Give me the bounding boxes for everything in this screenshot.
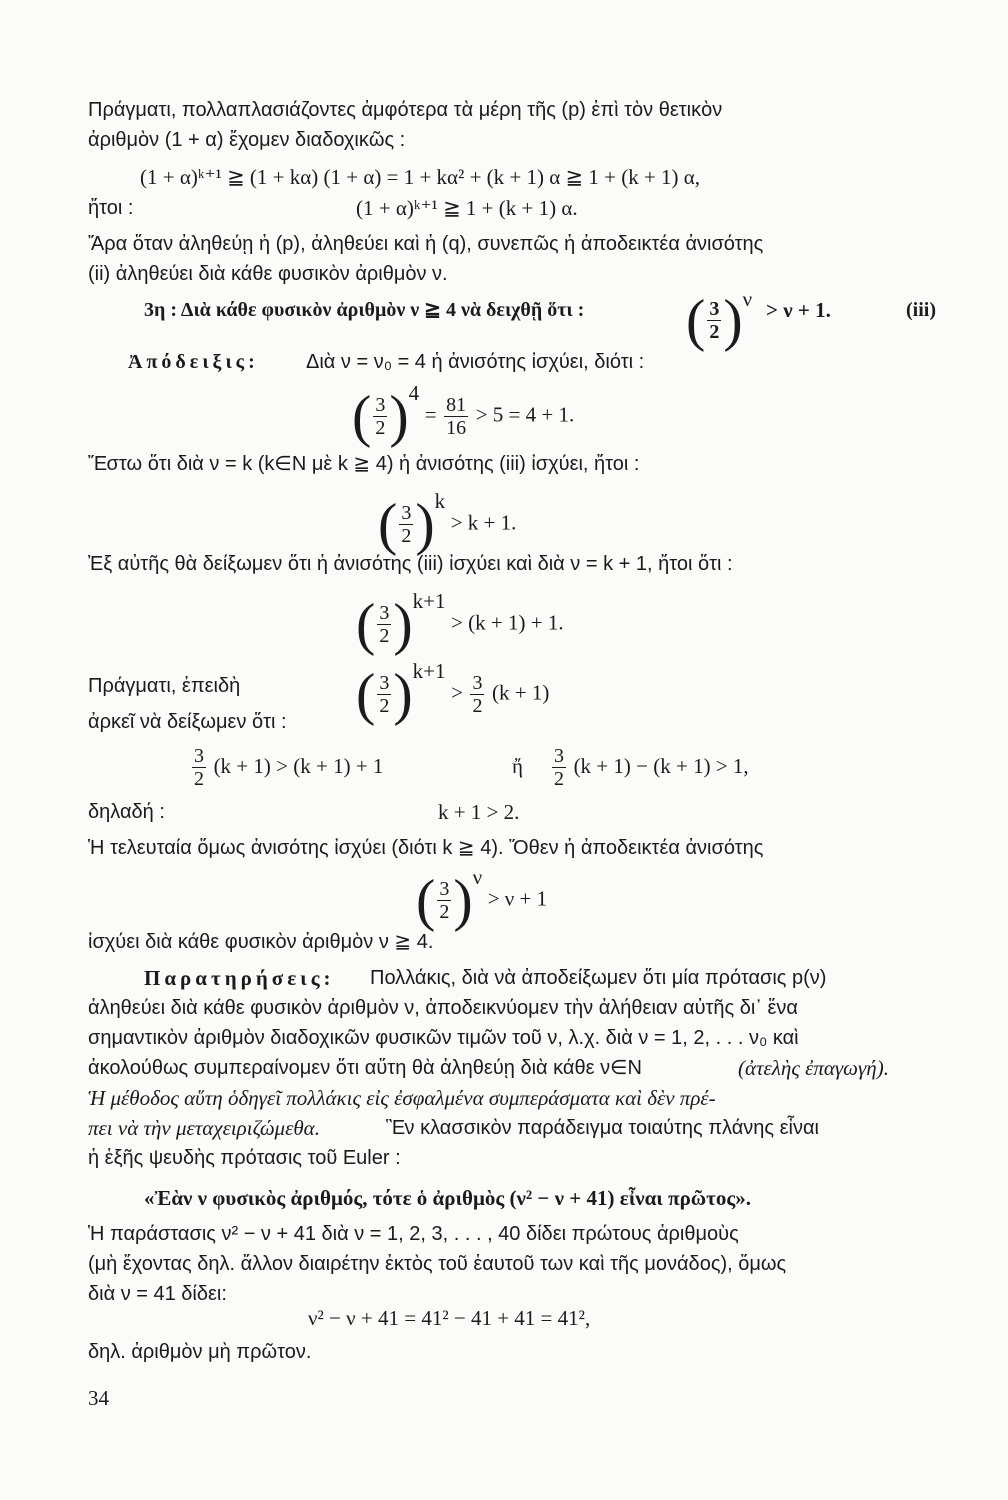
equation-part: (k + 1) > (k + 1) + 1 [213, 754, 384, 778]
italic-phrase: (ἀτελὴς ἐπαγωγή). [738, 1056, 889, 1080]
text-line: Διὰ ν = ν₀ = 4 ἡ ἀνισότης ἰσχύει, διότι : [306, 351, 645, 373]
denominator: 2 [401, 524, 412, 547]
text-line: Πράγματι, ἐπειδὴ [88, 675, 241, 697]
fraction-power: ( $\frac{3}{2}$ )$^\nu$ > ν + 1 [416, 865, 548, 933]
inequality-line [550, 740, 749, 793]
text-line: ἡ ἑξῆς ψευδὴς πρότασις τοῦ Euler : [88, 1147, 401, 1169]
text-line: Πράγματι, πολλαπλασιάζοντες ἀμφότερα τὰ μέρη τῆς (p) ἐπὶ τὸν θετικὸν [88, 99, 723, 121]
text-line: ἀκολούθως συμπεραίνομεν ὅτι αὕτη θὰ ἀληθεύῃ διὰ κάθε ν∈N [88, 1057, 642, 1079]
text-line: Πολλάκις, διὰ νὰ ἀποδείξωμεν ὅτι μία πρότασις p(ν) [370, 967, 827, 989]
equation-label: (iii) [906, 299, 936, 321]
equation-line: k + 1 > 2. [438, 800, 520, 824]
text-line: σημαντικὸν ἀριθμὸν διαδοχικῶν φυσικῶν τιμῶν τοῦ ν, λ.χ. διὰ ν = 1, 2, . . . ν₀ καὶ [88, 1027, 799, 1049]
text-line: Ἡ παράστασις ν² − ν + 41 διὰ ν = 1, 2, 3, . . . , 40 δίδει πρώτους ἀριθμοὺς [88, 1223, 739, 1245]
inequality-line [190, 740, 383, 793]
text-line: δηλαδή : [88, 801, 165, 823]
denominator: 2 [194, 768, 204, 791]
proposition-heading: 3η : Διὰ κάθε φυσικὸν ἀριθμὸν ν ≧ 4 νὰ δειχθῇ ὅτι : [144, 299, 585, 321]
denominator: 2 [472, 694, 483, 717]
euler-proposition: «Ἐὰν ν φυσικὸς ἀριθμός, τότε ὁ ἀριθμὸς (ν² − ν + 41) εἶναι πρῶτος». [144, 1186, 751, 1210]
equation-part: > k + 1. [450, 510, 517, 535]
page-number: 34 [88, 1386, 109, 1410]
text-line: (μὴ ἔχοντας δηλ. ἄλλον διαιρέτην ἐκτὸς τοῦ ἑαυτοῦ των καὶ τῆς μονάδος), ὅμως [88, 1253, 787, 1275]
text-line: ἀρκεῖ νὰ δείξωμεν ὅτι : [88, 711, 287, 733]
exponent: 4 [408, 381, 420, 405]
equation-part: > 5 = 4 + 1. [475, 402, 575, 427]
denominator: 2 [554, 768, 564, 791]
denominator: 2 [379, 624, 390, 647]
numerator: 3 [709, 297, 720, 320]
exponent: ν [472, 865, 483, 889]
text-line: Ἄρα ὅταν ἀληθεύῃ ἡ (p), ἀληθεύει καὶ ἡ (q), συνεπῶς ἡ ἀποδεικτέα ἀνισότης [88, 233, 764, 255]
equation-part: (k + 1) − (k + 1) > 1, [573, 754, 749, 778]
fraction-power: ( $\frac{3}{2}$ )$^{k+1}$ > (k + 1) + 1. [356, 589, 564, 657]
text-line: Ἔστω ὅτι διὰ ν = k (k∈N μὲ k ≧ 4) ἡ ἀνισότης (iii) ἰσχύει, ἤτοι : [88, 453, 640, 475]
denominator: 16 [446, 416, 467, 439]
numerator: 3 [379, 601, 390, 624]
text-line: ἰσχύει διὰ κάθε φυσικὸν ἀριθμὸν ν ≧ 4. [88, 931, 434, 953]
exponent: ν [742, 287, 753, 311]
fraction-power: ( $\frac{3}{2}$ )$^k$ > k + 1. [378, 489, 517, 557]
text-line: ἤτοι : [88, 197, 134, 219]
numerator: 3 [401, 501, 412, 524]
equation-part: > ν + 1. [766, 298, 831, 322]
text-line: (ii) ἀληθεύει διὰ κάθε φυσικὸν ἀριθμὸν ν. [88, 263, 448, 285]
exponent: k+1 [412, 659, 446, 683]
denominator: 2 [375, 416, 386, 439]
fraction-power: ( $\frac{3}{2}$ )$^\nu$ [686, 287, 753, 353]
denominator: 2 [439, 900, 450, 923]
numerator: 81 [446, 393, 467, 416]
italic-line: Ἡ μέθοδος αὕτη ὁδηγεῖ πολλάκις εἰς ἐσφαλμένα συμπεράσματα καὶ δὲν πρέ- [88, 1086, 716, 1110]
text-line: διὰ ν = 41 δίδει: [88, 1283, 227, 1305]
exponent: k [434, 489, 446, 513]
text-line: ἀληθεύει διὰ κάθε φυσικὸν ἀριθμὸν ν, ἀποδεικνύομεν τὴν ἀλήθειαν αὐτῆς δι᾽ ἕνα [88, 997, 798, 1019]
numerator: 3 [379, 671, 390, 694]
denominator: 2 [709, 320, 720, 343]
greater-sign: > [451, 680, 463, 705]
text-line: Ἓν κλασσικὸν παράδειγμα τοιαύτης πλάνης εἶναι [386, 1117, 819, 1139]
text-line: ἀριθμὸν (1 + α) ἔχομεν διαδοχικῶς : [88, 129, 406, 151]
numerator: 3 [554, 745, 564, 768]
fraction-power: ( $\frac{3}{2}$ )$^{k+1}$ > $\frac{3}{2}$ (k + 1) [356, 659, 550, 727]
conjunction: ἤ [512, 754, 523, 778]
text-line: Ἡ τελευταία ὅμως ἀνισότης ἰσχύει (διότι k ≧ 4). Ὅθεν ἡ ἀποδεικτέα ἀνισότης [88, 837, 764, 859]
equals-sign: = [424, 402, 437, 427]
remarks-heading: Παρατηρήσεις: [144, 966, 335, 990]
numerator: 3 [194, 745, 204, 768]
numerator: 3 [439, 877, 450, 900]
text-line: Ἐξ αὐτῆς θὰ δείξωμεν ὅτι ἡ ἀνισότης (iii) ἰσχύει καὶ διὰ ν = k + 1, ἤτοι ὅτι : [88, 553, 733, 575]
text-line: δηλ. ἀριθμὸν μὴ πρῶτον. [88, 1341, 312, 1363]
numerator: 3 [375, 393, 386, 416]
equation-line: (1 + α)ᵏ⁺¹ ≧ 1 + (k + 1) α. [356, 196, 578, 220]
equation-line: (1 + α)ᵏ⁺¹ ≧ (1 + kα) (1 + α) = 1 + kα² + (k + 1) α ≧ 1 + (k + 1) α, [140, 165, 701, 189]
equation-part: > (k + 1) + 1. [451, 610, 564, 635]
exponent: k+1 [412, 589, 446, 613]
numerator: 3 [472, 671, 483, 694]
fraction-power: ( $\frac{3}{2}$ )$^4$ = $\frac{81}{16}$ > 5 = 4 + 1. [352, 381, 575, 449]
equation-part: (k + 1) [492, 680, 550, 705]
equation-line: ν² − ν + 41 = 41² − 41 + 41 = 41², [308, 1306, 591, 1330]
italic-line: πει νὰ τὴν μεταχειριζώμεθα. [88, 1116, 320, 1140]
equation-part: > ν + 1 [487, 886, 548, 911]
denominator: 2 [379, 694, 390, 717]
proof-heading: Ἀπόδειξις: [128, 351, 259, 373]
